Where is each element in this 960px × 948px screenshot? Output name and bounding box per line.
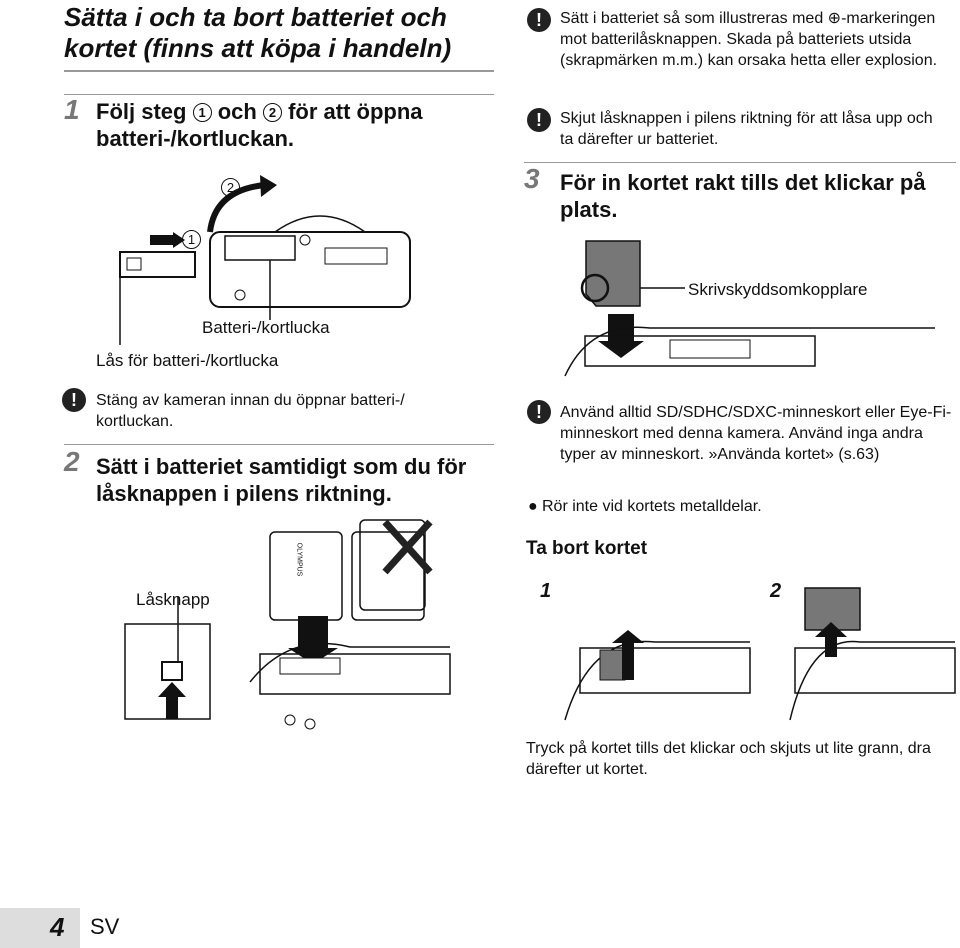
divider (64, 444, 494, 445)
step2-text: Sätt i batteriet samtidigt som du för låsknappen i pilens riktning. (96, 454, 467, 506)
warning-text: Skjut låsknappen i pilens riktning för att låsa upp och ta därefter ur batteriet. (560, 110, 933, 148)
lock-knob-label: Låsknapp (136, 590, 210, 609)
step-number: 2 (64, 446, 80, 477)
bullet-icon: ● (528, 498, 538, 515)
step1-text: Följ steg 1 och 2 för att öppna batteri-/kortluckan. (96, 99, 423, 151)
remove-heading: Ta bort kortet (526, 538, 648, 559)
write-protect-label: Skrivskyddsomkopplare (688, 280, 868, 299)
remove-step-2: 2 (770, 580, 782, 602)
warning-icon: ! (527, 108, 551, 132)
warning-icon: ! (527, 400, 551, 424)
callout-lines (90, 250, 290, 360)
divider (64, 94, 494, 95)
step-number: 1 (64, 94, 80, 125)
step-circle-1: 1 (193, 103, 212, 122)
divider (64, 70, 494, 72)
page-number: 4 (50, 912, 65, 942)
warning-icon: ! (527, 8, 551, 32)
bullet-text: Rör inte vid kortets metalldelar. (542, 498, 762, 515)
cover-label: Batteri-/kortlucka (202, 318, 330, 337)
lock-label: Lås för batteri-/kortlucka (96, 351, 279, 370)
warning-text: Stäng av kameran innan du öppnar batteri-/ kortluckan. (96, 392, 405, 430)
fig-circle-1: 1 (182, 230, 201, 249)
step3-text: För in kortet rakt tills det klickar på plats. (560, 170, 926, 222)
card-insert-illustration (560, 236, 960, 381)
step-circle-2: 2 (263, 103, 282, 122)
step-number: 3 (524, 163, 540, 194)
remove-step-1: 1 (540, 580, 552, 602)
battery-brand: OLYMPUS (295, 542, 303, 577)
remove-caption: Tryck på kortet tills det klickar och skjuts ut lite grann, dra därefter ut kortet. (526, 740, 931, 778)
language-code: SV (90, 914, 120, 939)
card-remove-illustration (560, 580, 960, 730)
warning-text: Använd alltid SD/SDHC/SDXC-minneskort eller Eye-Fi-minneskort med denna kamera. Använd inga andra typer av minneskort. »Använda kortet» (s.63) (560, 404, 952, 463)
warning-icon: ! (62, 388, 86, 412)
warning-text: Sätt i batteriet så som illustreras med ⊕-markeringen mot batterilåsknappen. Skada på batteriets utsida (skrapmärken m.m.) kan orsaka hetta eller explosion. (560, 10, 938, 69)
page-tab (0, 908, 80, 948)
divider (524, 162, 956, 163)
section-title: Sätta i och ta bort batteriet och kortet (finns att köpa i handeln) (64, 2, 452, 63)
battery-illustration (120, 512, 460, 732)
fig-circle-2: 2 (221, 178, 240, 197)
